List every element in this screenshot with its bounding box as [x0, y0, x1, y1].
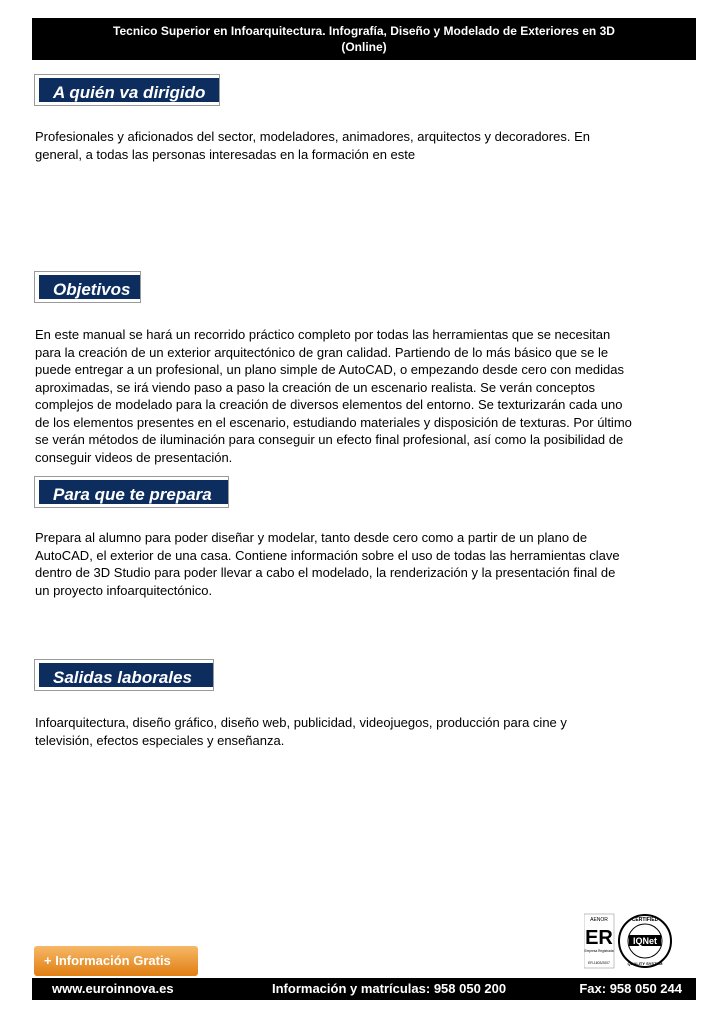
section-title-objetivos — [34, 271, 141, 303]
section-title-label: Salidas laborales — [53, 668, 192, 687]
info-phone: Información y matrículas: 958 050 200 — [272, 981, 507, 996]
iqnet-text: IQNet — [632, 936, 658, 946]
fax-number: Fax: 958 050 244 — [579, 981, 682, 996]
document-header — [32, 18, 696, 60]
quality-text: QUALITY SYSTEM — [627, 961, 663, 966]
section-title-salidas — [34, 659, 214, 691]
aenor-text: AENOR — [590, 917, 608, 923]
iqnet-seal — [619, 915, 671, 967]
section-text-objetivos: En este manual se hará un recorrido práctico completo por todas las herramientas que se necesitan para la creación de un exterior arquitectónico de gran calidad. Partiendo de lo más básico que se le puede entregar a un profesional, un plano simple de AutoCAD, o empezando desde cero con medidas aproximadas, se irá viendo paso a paso la creación de un escenario realista. Se verán conceptos complejos de modelado para la creación de diversos elementos del entorno. Se texturizarán cada uno de los elementos presentes en el escenario, estudiando materiales y disposición de texturas. Por último se verán métodos de iluminación para conseguir un efecto final profesional, así como la posibilidad de conseguir videos de presentación. — [35, 327, 632, 465]
section-title-label: Objetivos — [53, 280, 131, 299]
website-link[interactable]: www.euroinnova.es — [52, 981, 174, 996]
aenor-logo — [584, 914, 614, 968]
section-text-dirigido: Profesionales y aficionados del sector, modeladores, animadores, arquitectos y decoradores. En general, a todas las personas interesadas en la formación en este — [35, 129, 590, 162]
certified-text: CERTIFIED — [631, 917, 659, 923]
info-gratis-button[interactable]: + Información Gratis — [34, 946, 198, 976]
section-text-prepara: Prepara al alumno para poder diseñar y modelar, tanto desde cero como a partir de un plano de AutoCAD, el exterior de una casa. Contiene información sobre el uso de todas las herramientas clave dentro de 3D Studio para poder llevar a cabo el modelado, la renderización y la presentación final de un proyecto infoarquitectónico. — [35, 530, 620, 598]
section-title-label: A quién va dirigido — [53, 83, 206, 102]
document-footer — [32, 978, 696, 1000]
section-title-prepara — [34, 476, 229, 508]
course-modality: (Online) — [341, 40, 387, 54]
course-title: Tecnico Superior en Infoarquitectura. Infografía, Diseño y Modelado de Exteriores en 3D — [113, 24, 615, 38]
er-code-text: ER-1603/2007 — [588, 961, 610, 965]
svg-text:ER: ER — [585, 927, 613, 949]
certification-logos — [584, 912, 674, 970]
section-text-salidas: Infoarquitectura, diseño gráfico, diseño web, publicidad, videojuegos, producción para cine y televisión, efectos especiales y enseñanza. — [35, 715, 567, 748]
section-title-dirigido — [34, 74, 220, 106]
section-title-label: Para que te prepara — [53, 485, 212, 504]
empresa-text: Empresa Registrada — [584, 949, 614, 953]
